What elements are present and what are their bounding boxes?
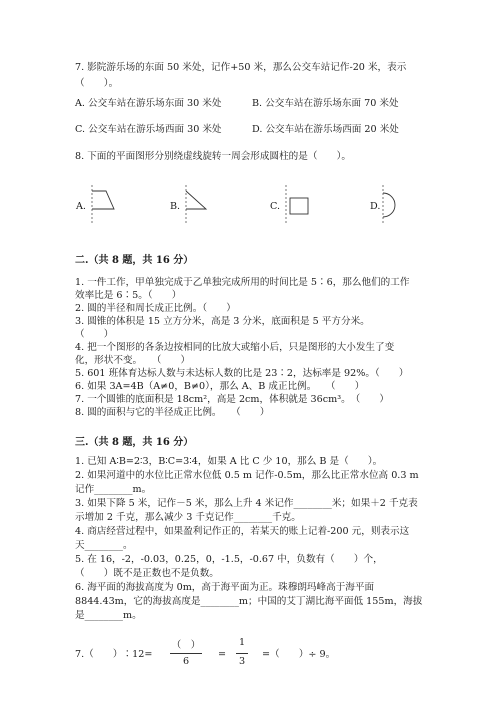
s3-line: 天________。 <box>75 540 133 551</box>
s2-line: 5. 601 班体育达标人数与未达标人数的比是 23∶2，达标率是 92%。（ ） <box>75 368 409 379</box>
figure-a-trapezoid <box>84 185 124 225</box>
q8-label-d: D. <box>370 201 381 212</box>
q8-label-c: C. <box>270 201 281 212</box>
fraction-1-denominator: 6 <box>182 656 190 667</box>
fraction-1-bar <box>170 653 202 654</box>
s3-line: 5. 在 16，-2，-0.03，0.25，0，-1.5，-0.67 中，负数有（ ）个， <box>75 554 383 565</box>
q7-line1: 7. 影院游乐场的东面 50 米处，记作+50 米，那么公交车站记作-20 米，表示 <box>75 62 407 73</box>
section2-title: 二.（共 8 题，共 16 分） <box>75 255 194 266</box>
s2-line: 7. 一个圆锥的底面积是 18cm²，高是 2cm，体积就是 36cm³。 （ ） <box>75 394 390 405</box>
s3-line: 2. 如果河道中的水位比正常水位低 0.5 m 记作-0.5m，那么比正常水位高 0.3 m <box>75 470 419 481</box>
s3-q7-suffix: =（ ）÷ 9。 <box>262 649 336 660</box>
s3-line: 8844.43m，它的海拔高度是________m；中国的艾丁湖比海平面低 155m，海拔 <box>75 596 423 607</box>
s2-line: 效率比是 6∶5。（ ） <box>75 290 182 301</box>
s3-line: 4. 商店经营过程中，如果盈利记作正的，若某天的账上记着-200 元，则表示这 <box>75 526 410 537</box>
s3-line: （ ）既不是正数也不是负数。 <box>75 568 219 579</box>
s3-line: 记作________m。 <box>75 484 152 495</box>
fraction-2-denominator: 3 <box>238 656 246 667</box>
s2-line: 化，形状不变。 （ ） <box>75 355 191 366</box>
s3-q7-equals-1: = <box>218 649 227 660</box>
figure-d-semicircle <box>378 185 418 225</box>
figure-c-rectangle <box>278 185 318 225</box>
q8-label-b: B. <box>170 201 181 212</box>
q8-label-a: A. <box>76 201 86 212</box>
s3-q7-prefix: 7.（ ）∶12= <box>75 649 153 660</box>
s2-line: 2. 圆的半径和周长成正比例。（ ） <box>75 303 236 314</box>
q7-option-c: C. 公交车站在游乐场西面 30 米处 <box>75 124 222 135</box>
s2-line: 8. 圆的面积与它的半径成正比例。 （ ） <box>75 407 270 418</box>
s2-line: 4. 把一个图形的各条边按相同的比放大或缩小后，只是图形的大小发生了变 <box>75 342 395 353</box>
fraction-2-bar <box>236 653 248 654</box>
s3-line: 1. 已知 A∶B=2∶3，B∶C=3∶4，如果 A 比 C 少 10，那么 B 是（ ）。 <box>75 456 383 467</box>
fraction-1-numerator: （ ） <box>171 640 201 651</box>
q7-option-a: A. 公交车站在游乐场东面 30 米处 <box>75 98 222 109</box>
s3-line: 6. 海平面的海拔高度为 0m，高于海平面为正。珠穆朗玛峰高于海平面 <box>75 582 375 593</box>
q8-text: 8. 下面的平面图形分别绕虚线旋转一周会形成圆柱的是（ ）。 <box>75 151 352 162</box>
s2-line: （ ） <box>75 329 114 340</box>
s3-line: 3. 如果下降 5 米，记作－5 米，那么上升 4 米记作________米；如果＋2 千克表 <box>75 498 418 509</box>
s3-line: 示增加 2 千克，那么减少 3 千克记作________千克。 <box>75 512 301 523</box>
s2-line: 3. 圆锥的体积是 15 立方分米，高是 3 分米，底面积是 5 平方分米。 <box>75 316 370 327</box>
s2-line: 6. 如果 3A=4B（A≠0，B≠0），那么 A、B 成正比例。 （ ） <box>75 381 365 392</box>
figure-b-triangle <box>178 185 218 225</box>
section3-title: 三.（共 8 题，共 16 分） <box>75 437 194 448</box>
s2-line: 1. 一件工作，甲单独完成于乙单独完成所用的时间比是 5∶6，那么他们的工作 <box>75 277 410 288</box>
q7-option-d: D. 公交车站在游乐场西面 20 米处 <box>252 124 399 135</box>
s3-line: 是________m。 <box>75 610 142 621</box>
fraction-2-numerator: 1 <box>238 637 246 648</box>
q7-option-b: B. 公交车站在游乐场东面 70 米处 <box>252 98 399 109</box>
q7-line2: （ ）。 <box>75 78 119 89</box>
